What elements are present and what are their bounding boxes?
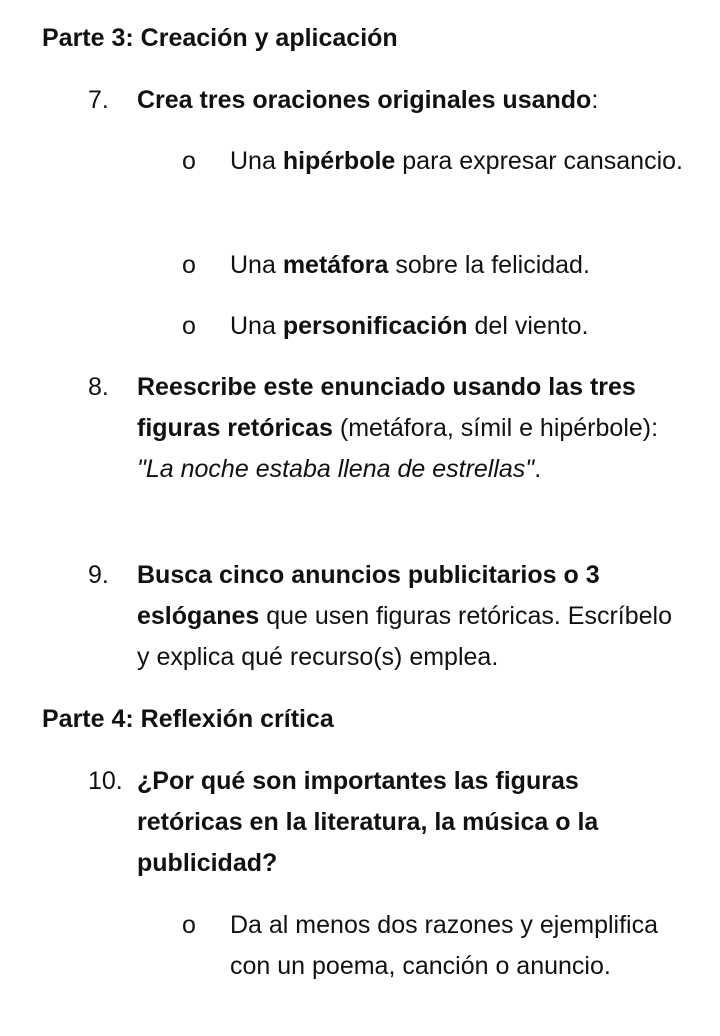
- q7-bullet-3-bold: personificación: [282, 312, 468, 340]
- question-8-quote-end: .: [534, 455, 542, 483]
- question-8-rest: (metáfora, símil e hipérbole):: [332, 414, 659, 442]
- question-10-text: [137, 761, 667, 884]
- part4-heading: Parte 4: Reflexión crítica: [42, 705, 334, 733]
- question-8-quote: "La noche estaba llena de estrellas": [137, 455, 535, 483]
- q7-bullet-2-bold: metáfora: [282, 251, 389, 279]
- question-7-bold: Crea tres oraciones originales usando: [137, 86, 592, 114]
- bullet-marker: o: [182, 147, 196, 175]
- q7-bullet-1-pre: Una: [230, 147, 283, 175]
- q7-bullet-1-text: [230, 141, 690, 182]
- question-9-number: 9.: [88, 561, 109, 589]
- q7-bullet-3-post: del viento.: [467, 312, 589, 340]
- q7-bullet-2-text: [230, 245, 710, 286]
- question-7-rest: :: [591, 86, 599, 114]
- question-9-rest: que usen figuras retóricas. Escríbelo y explica qué recurso(s) emplea.: [137, 602, 672, 671]
- q7-bullet-2-post: sobre la felicidad.: [388, 251, 590, 279]
- question-10-bold: ¿Por qué son importantes las figuras retóricas en la literatura, la música o la publicidad?: [137, 767, 599, 877]
- question-9-text: [137, 555, 677, 678]
- q7-bullet-2-pre: Una: [230, 251, 283, 279]
- part3-heading: Parte 3: Creación y aplicación: [42, 24, 398, 52]
- q7-bullet-3-text: [230, 306, 710, 347]
- q7-bullet-3-pre: Una: [230, 312, 283, 340]
- question-10-number: 10.: [88, 767, 123, 795]
- question-8-number: 8.: [88, 373, 109, 401]
- q10-bullet-1-text: Da al menos dos razones y ejemplifica con un poema, canción o anuncio.: [230, 911, 658, 980]
- bullet-marker: o: [182, 911, 196, 939]
- bullet-marker: o: [182, 312, 196, 340]
- bullet-marker: o: [182, 251, 196, 279]
- question-7-number: 7.: [88, 86, 109, 114]
- question-7-text: [137, 80, 697, 121]
- question-8-bold: Reescribe este enunciado usando las tres figuras retóricas: [137, 373, 636, 442]
- q7-bullet-1-bold: hipérbole: [282, 147, 396, 175]
- question-8-text: [137, 367, 682, 490]
- question-9-bold: Busca cinco anuncios publicitarios o 3 eslóganes: [137, 561, 600, 630]
- q7-bullet-1-post: para expresar cansancio.: [395, 147, 683, 175]
